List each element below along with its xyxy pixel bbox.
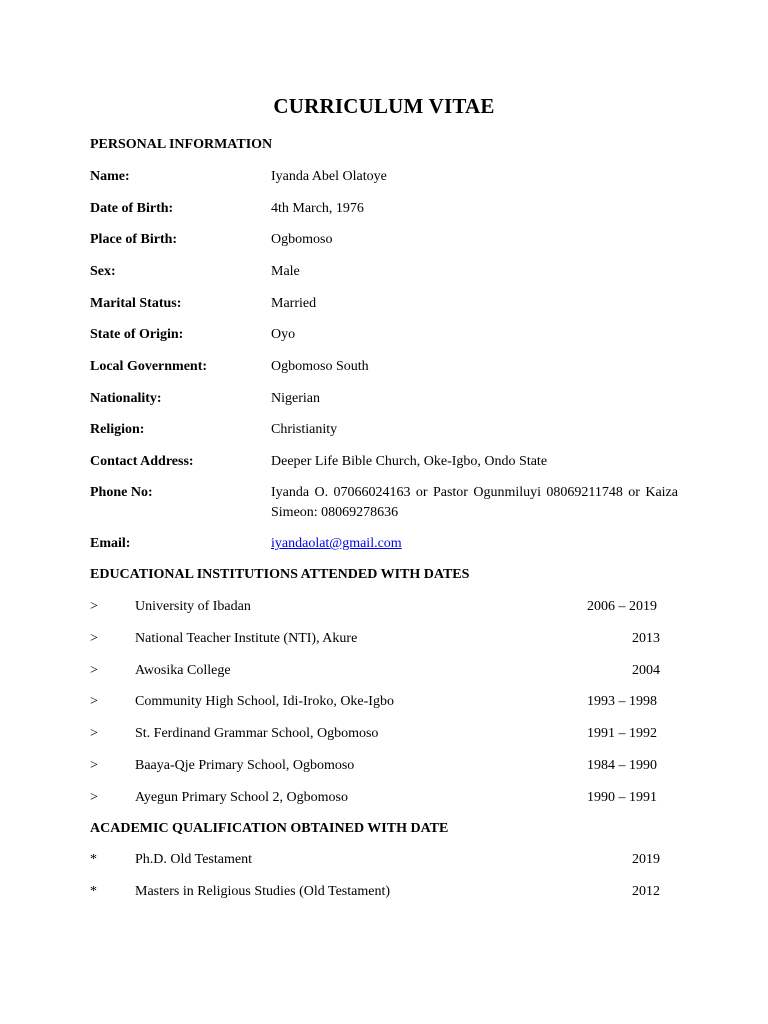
institution-name: University of Ibadan: [135, 599, 251, 614]
field-value: Married: [271, 296, 317, 311]
education-heading: EDUCATIONAL INSTITUTIONS ATTENDED WITH DATES: [90, 567, 470, 582]
bullet: >: [90, 790, 98, 805]
bullet: >: [90, 631, 98, 646]
field-value: Iyanda Abel Olatoye: [271, 169, 387, 184]
field-label: Local Government:: [90, 359, 208, 374]
institution-name: St. Ferdinand Grammar School, Ogbomoso: [135, 726, 379, 741]
qualification-date: 2012: [632, 884, 660, 899]
bullet: >: [90, 694, 98, 709]
institution-name: Awosika College: [135, 663, 231, 678]
institution-name: National Teacher Institute (NTI), Akure: [135, 631, 358, 646]
qualification-name: Masters in Religious Studies (Old Testament): [135, 884, 391, 899]
institution-date: 2013: [632, 631, 660, 646]
field-value: Male: [271, 264, 300, 279]
field-label: Phone No:: [90, 485, 153, 500]
institution-date: 2006 – 2019: [587, 599, 657, 614]
field-value: Nigerian: [271, 391, 320, 406]
field-value: Oyo: [271, 327, 296, 342]
field-label: State of Origin:: [90, 327, 184, 342]
qualifications-heading: ACADEMIC QUALIFICATION OBTAINED WITH DATE: [90, 821, 449, 836]
bullet: >: [90, 726, 98, 741]
bullet: >: [90, 599, 98, 614]
institution-date: 2004: [632, 663, 660, 678]
institution-name: Ayegun Primary School 2, Ogbomoso: [135, 790, 348, 805]
personal-information-heading: PERSONAL INFORMATION: [90, 137, 273, 152]
qualification-name: Ph.D. Old Testament: [135, 852, 252, 867]
field-label: Date of Birth:: [90, 201, 174, 216]
field-label: Religion:: [90, 422, 145, 437]
field-value: Ogbomoso South: [271, 359, 369, 374]
bullet: >: [90, 663, 98, 678]
email-link[interactable]: iyandaolat@gmail.com: [271, 536, 402, 551]
institution-name: Baaya-Qje Primary School, Ogbomoso: [135, 758, 355, 773]
field-value: 4th March, 1976: [271, 201, 364, 216]
field-value: Christianity: [271, 422, 338, 437]
field-label: Nationality:: [90, 391, 162, 406]
field-value: Iyanda O. 07066024163 or Pastor Ogunmiluyi 08069211748 or Kaiza Simeon: 08069278636: [271, 485, 678, 520]
institution-date: 1993 – 1998: [587, 694, 657, 709]
page-title: CURRICULUM VITAE: [273, 94, 495, 118]
institution-name: Community High School, Idi-Iroko, Oke-Igbo: [135, 694, 394, 709]
institution-date: 1990 – 1991: [587, 790, 657, 805]
field-label: Email:: [90, 536, 131, 551]
field-value: Deeper Life Bible Church, Oke-Igbo, Ondo State: [271, 454, 548, 469]
field-label: Name:: [90, 169, 130, 184]
institution-date: 1984 – 1990: [587, 758, 657, 773]
field-label: Marital Status:: [90, 296, 182, 311]
qualification-date: 2019: [632, 852, 660, 867]
field-label: Place of Birth:: [90, 232, 178, 247]
bullet: *: [90, 852, 97, 867]
field-label: Sex:: [90, 264, 116, 279]
field-value: Ogbomoso: [271, 232, 333, 247]
field-label: Contact Address:: [90, 454, 194, 469]
bullet: *: [90, 884, 97, 899]
institution-date: 1991 – 1992: [587, 726, 657, 741]
bullet: >: [90, 758, 98, 773]
